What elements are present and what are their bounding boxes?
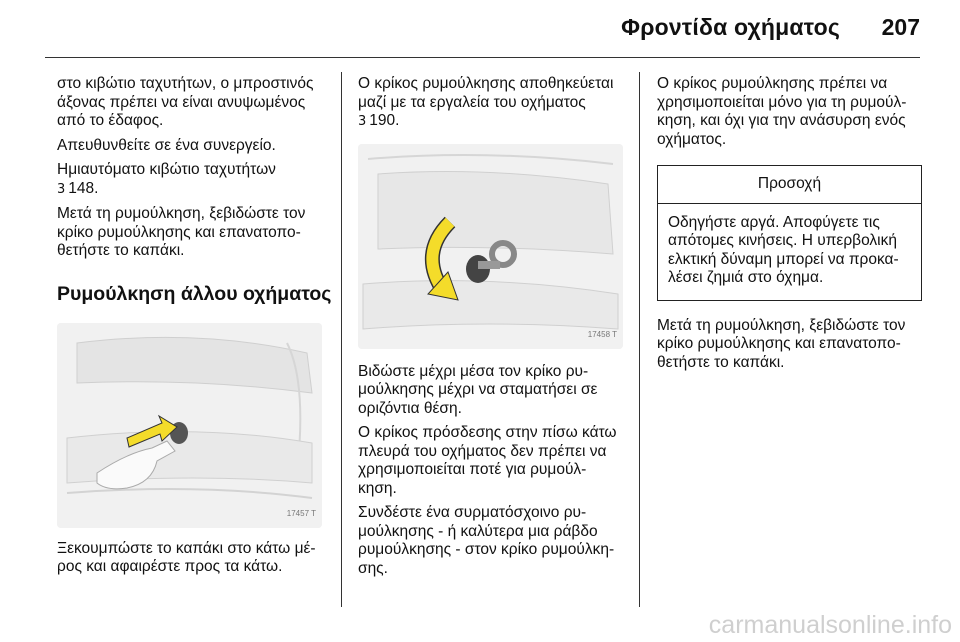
reference-arrow-icon: 3 — [57, 181, 66, 197]
page-reference-link[interactable]: 190. — [369, 112, 400, 129]
column-middle — [358, 75, 623, 584]
column-divider — [639, 72, 640, 607]
paragraph: Απευθυνθείτε σε ένα συνεργείο. — [57, 136, 276, 154]
paragraph — [358, 75, 623, 132]
page-header — [0, 0, 960, 58]
paragraph: Μετά τη ρυμούλκηση, ξεβιδώστε τον κρίκο ρυμούλκησης και επανατοπο-θετήστε το καπάκι. — [57, 205, 306, 259]
paragraph: στο κιβώτιο ταχυτήτων, ο μπροστινός άξονας πρέπει να είναι ανυψωμένος από το έδαφος. — [57, 75, 314, 129]
section-heading: Ρυμούλκηση άλλου οχήματος — [57, 282, 332, 305]
paragraph — [57, 161, 335, 199]
page-number: 207 — [881, 14, 920, 40]
figure-screw-eye — [358, 144, 623, 349]
paragraph: Μετά τη ρυμούλκηση, ξεβιδώστε τον κρίκο ρυμούλκησης και επανατοπο-θετήστε το καπάκι. — [657, 316, 906, 371]
warning-title: Προσοχή — [658, 166, 921, 204]
watermark: carmanualsonline.info — [708, 611, 952, 639]
reference-arrow-icon: 3 — [358, 114, 367, 129]
paragraph: Ο κρίκος πρόσδεσης στην πίσω κάτω πλευρά του οχήματος δεν πρέπει να χρησιμοποιείται ποτέ για ρυμούλ-κηση. — [358, 424, 617, 497]
warning-box — [657, 165, 922, 301]
figure-remove-cover — [57, 323, 322, 528]
paragraph-text: Ημιαυτόματο κιβώτιο ταχυτήτων — [57, 161, 276, 178]
column-right — [657, 75, 922, 378]
column-divider — [341, 72, 342, 607]
header-divider — [45, 57, 920, 58]
figure-code: 17457 T — [286, 509, 316, 518]
towing-eye-illustration — [358, 144, 623, 349]
paragraph: Συνδέστε ένα συρματόσχοινο ρυ-μούλκησης - ή καλύτερα μια ράβδο ρυμούλκησης - στον κρίκο ρυμούλκη-σης. — [358, 504, 615, 577]
bumper-hand-illustration — [57, 323, 322, 528]
page-reference-link[interactable]: 148. — [68, 179, 99, 197]
warning-text: Οδηγήστε αργά. Αποφύγετε τις απότομες κινήσεις. Η υπερβολική ελκτική δύναμη μπορεί να προκα-λέσει ζημιά στο όχημα. — [668, 213, 899, 286]
figure-code: 17458 T — [587, 330, 617, 339]
page-title: Φροντίδα οχήματος — [621, 14, 840, 40]
paragraph-text: Ο κρίκος ρυμούλκησης αποθηκεύεται μαζί με τα εργαλεία του οχήματος — [358, 75, 614, 111]
paragraph: Ξεκουμπώστε το καπάκι στο κάτω μέ-ρος και αφαιρέστε προς τα κάτω. — [57, 539, 316, 575]
paragraph: Βιδώστε μέχρι μέσα τον κρίκο ρυ-μούλκησης μέχρι να σταματήσει σε οριζόντια θέση. — [358, 362, 598, 417]
paragraph: Ο κρίκος ρυμούλκησης πρέπει να χρησιμοποιείται μόνο για τη ρυμούλ-κηση, και όχι για την ανάσυρση ενός οχήματος. — [657, 75, 907, 148]
column-left — [57, 75, 335, 583]
